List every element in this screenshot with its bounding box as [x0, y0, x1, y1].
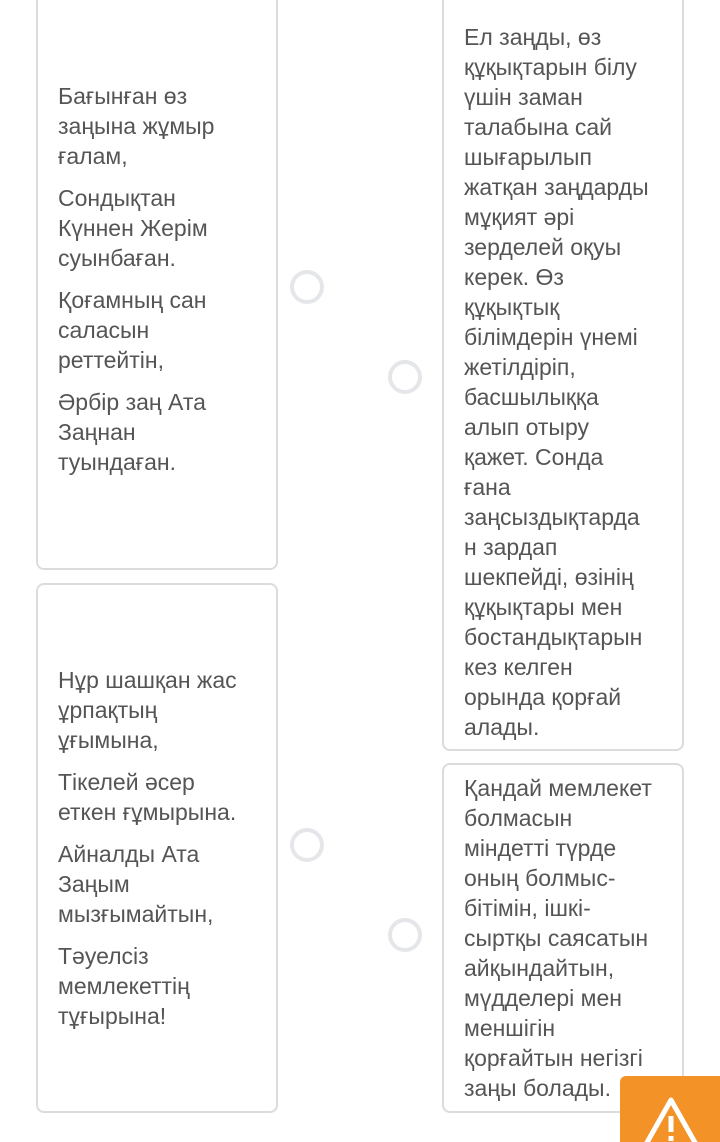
left-card-1-connector-radio[interactable]	[290, 270, 324, 304]
poem-line-group: Әрбір заң Ата Заңнан туындаған.	[58, 389, 206, 475]
poem-line-group: Бағынған өз заңына жұмыр ғалам,	[58, 83, 215, 169]
warning-triangle-icon	[642, 1096, 700, 1142]
report-warning-button[interactable]	[620, 1076, 720, 1142]
right-card-2-connector-radio[interactable]	[388, 918, 422, 952]
answer-text: Қандай мемлекет болмасын міндетті түрде оның болмыс- бітімін, ішкі- сыртқы саясатын айқындайтын, мүдделері мен меншігін қорғайтын негізгі заңы болады.	[464, 775, 652, 1101]
poem-line-group: Тәуелсіз мемлекеттің тұғырына!	[58, 943, 190, 1029]
poem-line-group: Айналды Ата Заңым мызғымайтын,	[58, 841, 214, 927]
right-match-card-1[interactable]	[442, 0, 684, 751]
answer-text: Ел заңды, өз құқықтарын білу үшін заман талабына сай шығарылып жатқан заңдарды мұқият әрі зерделей оқуы керек. Өз құқықтық білімдерін үнемі жетілдіріп, басшылыққа алып отыру қажет. Сонда ғана заңсыздықтарда н зардап шекпейді, өзінің құқықтары мен бостандықтарын кез келген орында қорғай алады.	[464, 24, 649, 740]
left-card-2-connector-radio[interactable]	[290, 828, 324, 862]
left-match-card-1[interactable]	[36, 0, 278, 570]
left-match-card-2[interactable]	[36, 583, 278, 1113]
poem-line-group: Тікелей әсер еткен ғұмырына.	[58, 769, 237, 825]
right-card-1-connector-radio[interactable]	[388, 360, 422, 394]
poem-line-group: Нұр шашқан жас ұрпақтың ұғымына,	[58, 667, 237, 753]
poem-line-group: Қоғамның сан саласын реттейтін,	[58, 287, 207, 373]
poem-line-group: Сондықтан Күннен Жерім суынбаған.	[58, 185, 208, 271]
right-match-card-2[interactable]	[442, 763, 684, 1113]
